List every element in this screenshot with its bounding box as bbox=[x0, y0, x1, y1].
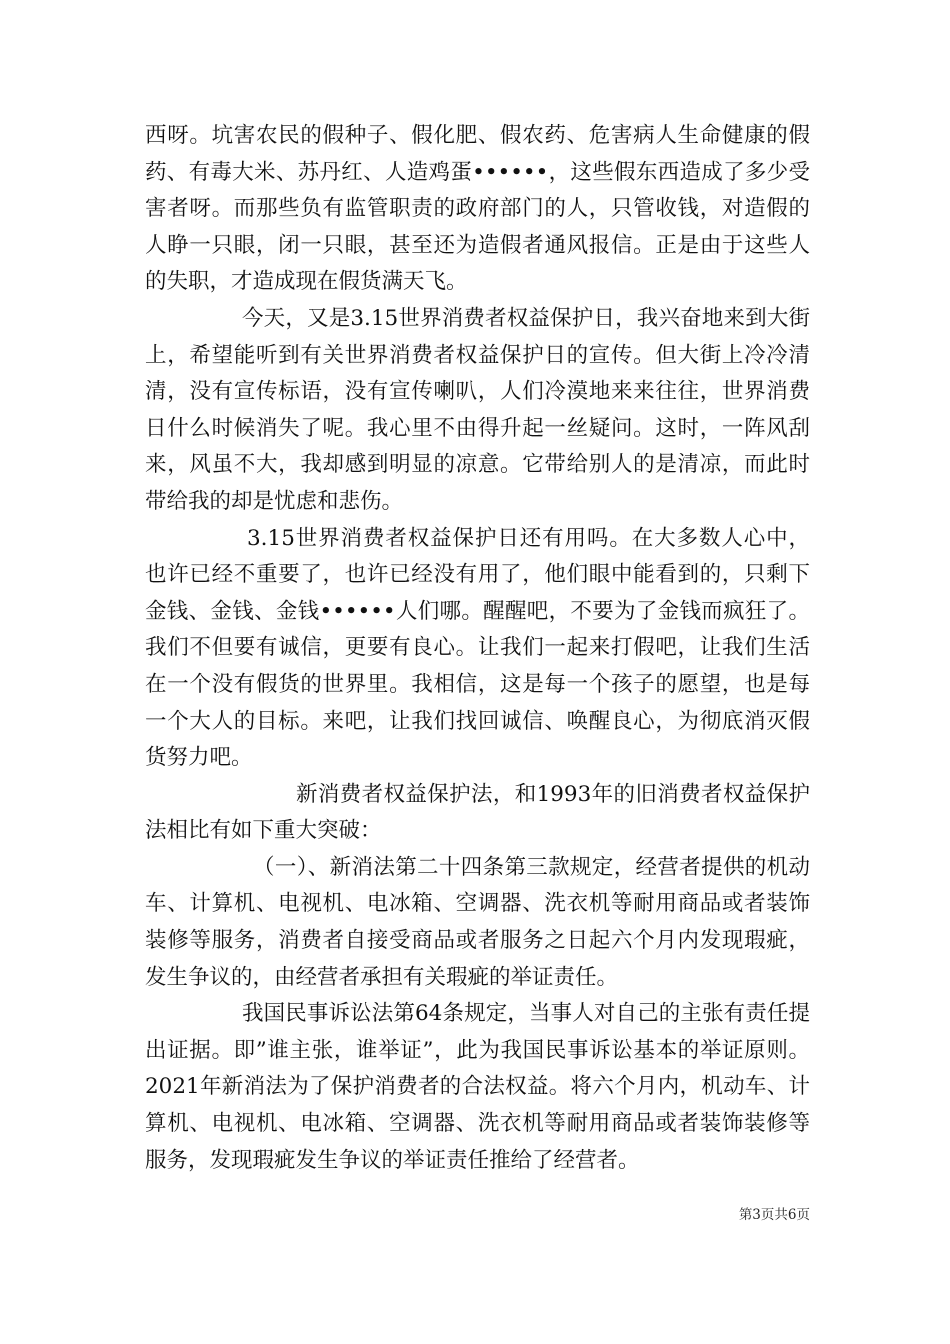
body-text bbox=[145, 118, 810, 1179]
paragraph-5: （一）、新消法第二十四条第三款规定，经营者提供的机动车、计算机、电视机、电冰箱、空调器、洗衣机等耐用商品或者装饰装修等服务，消费者自接受商品或者服务之日起六个月内发现瑕疵，发生争议的，由经营者承担有关瑕疵的举证责任。 bbox=[145, 854, 810, 990]
paragraph-2: 今天，又是3.15世界消费者权益保护日，我兴奋地来到大街上，希望能听到有关世界消费者权益保护日的宣传。但大街上冷冷清清，没有宣传标语，没有宣传喇叭，人们冷漠地来来往往，世界消费日什么时候消失了呢。我心里不由得升起一丝疑问。这时，一阵风刮来，风虽不大，我却感到明显的凉意。它带给别人的是清凉，而此时带给我的却是忧虑和悲伤。 bbox=[145, 305, 810, 514]
paragraph-1: 西呀。坑害农民的假种子、假化肥、假农药、危害病人生命健康的假药、有毒大米、苏丹红、人造鸡蛋••••••，这些假东西造成了多少受害者呀。而那些负有监管职责的政府部门的人，只管收钱，对造假的人睁一只眼，闭一只眼，甚至还为造假者通风报信。正是由于这些人的失职，才造成现在假货满天飞。 bbox=[145, 123, 810, 295]
paragraph-4: 新消费者权益保护法，和1993年的旧消费者权益保护法相比有如下重大突破： bbox=[145, 781, 810, 844]
paragraph-3: 3.15世界消费者权益保护日还有用吗。在大多数人心中，也许已经不重要了，也许已经没有用了，他们眼中能看到的，只剩下金钱、金钱、金钱••••••人们哪。醒醒吧，不要为了金钱而疯狂了。我们不但要有诚信，更要有良心。让我们一起来打假吧，让我们生活在一个没有假货的世界里。我相信，这是每一个孩子的愿望，也是每一个大人的目标。来吧，让我们找回诚信、唤醒良心，为彻底消灭假货努力吧。 bbox=[145, 525, 810, 771]
page-number: 第3页共6页 bbox=[738, 1207, 810, 1223]
paragraph-6: 我国民事诉讼法第64条规定，当事人对自己的主张有责任提出证据。即”谁主张，谁举证”，此为我国民事诉讼基本的举证原则。2021年新消法为了保护消费者的合法权益。将六个月内，机动车、计算机、电视机、电冰箱、空调器、洗衣机等耐用商品或者装饰装修等服务，发现瑕疵发生争议的举证责任推给了经营者。 bbox=[145, 1001, 810, 1173]
